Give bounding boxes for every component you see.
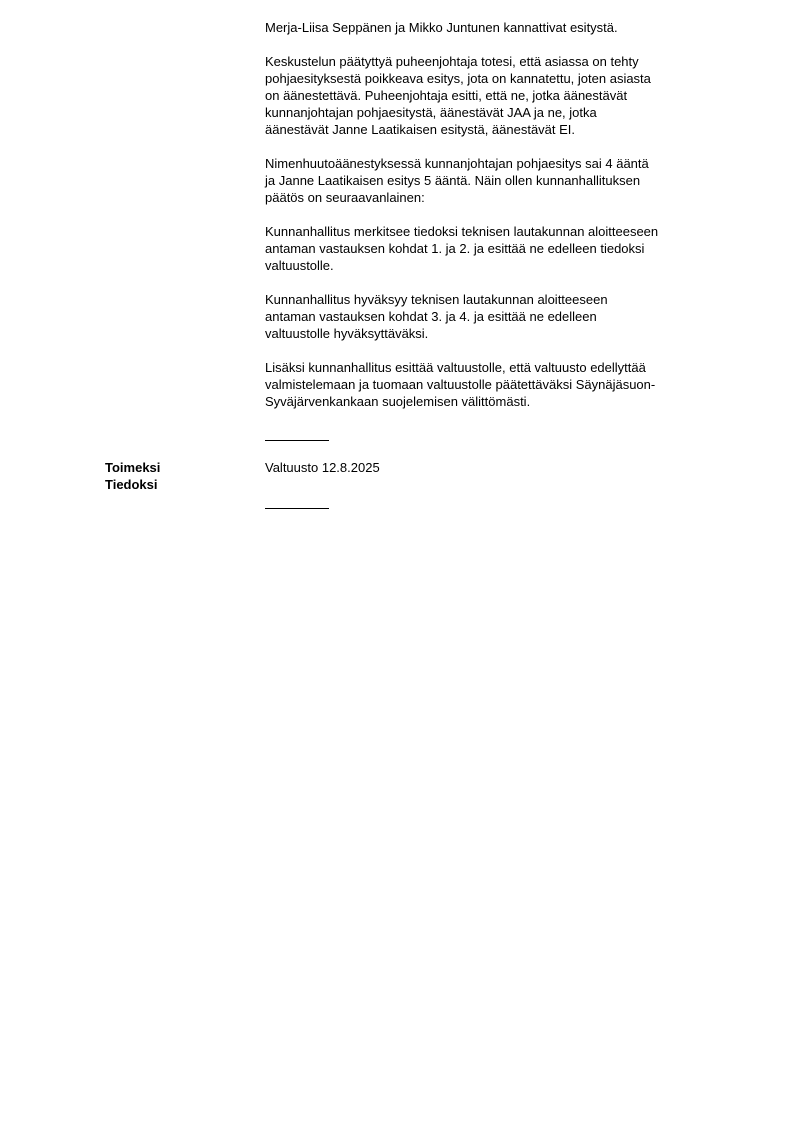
- paragraph-decision-3: Lisäksi kunnanhallitus esittää valtuustolle, että valtuusto edellyttää valmistelemaan ja tuomaan valtuustolle päätettäväksi Säynäjäsuon- Syväjärvenkankaan suojelemisen välittömästi.: [265, 360, 656, 409]
- distribution-recipient: Valtuusto 12.8.2025: [265, 460, 380, 475]
- paragraph-decision-2: Kunnanhallitus hyväksyy teknisen lautakunnan aloitteeseen antaman vastauksen kohdat 3. ja 4. ja esittää ne edelleen valtuustolle hyväksyttäväksi.: [265, 292, 608, 341]
- distribution-labels: [105, 459, 160, 493]
- paragraph-vote-proposal: Keskustelun päätyttyä puheenjohtaja totesi, että asiassa on tehty pohjaesityksestä poikkeava esitys, jota on kannatettu, joten asiasta on äänestettävä. Puheenjohtaja esitti, että ne, jotka äänestävät kunnanjohtajan pohjaesitystä, äänestävät JAA ja ne, jotka äänestävät Janne Laatikaisen esitystä, äänestävät EI.: [265, 54, 651, 137]
- section-divider: [265, 440, 329, 441]
- paragraph-seconding: Merja-Liisa Seppänen ja Mikko Juntunen kannattivat esitystä.: [265, 20, 618, 35]
- decision-text: [265, 19, 717, 427]
- label-tiedoksi: Tiedoksi: [105, 477, 158, 492]
- paragraph-decision-1: Kunnanhallitus merkitsee tiedoksi teknisen lautakunnan aloitteeseen antaman vastauksen kohdat 1. ja 2. ja esittää ne edelleen tiedoksi valtuustolle.: [265, 224, 659, 273]
- paragraph-vote-result: Nimenhuutoäänestyksessä kunnanjohtajan pohjaesitys sai 4 ääntä ja Janne Laatikaisen esitys 5 ääntä. Näin ollen kunnanhallituksen päätös on seuraavanlainen:: [265, 156, 649, 205]
- section-divider: [265, 508, 329, 509]
- label-toimeksi: Toimeksi: [105, 460, 161, 475]
